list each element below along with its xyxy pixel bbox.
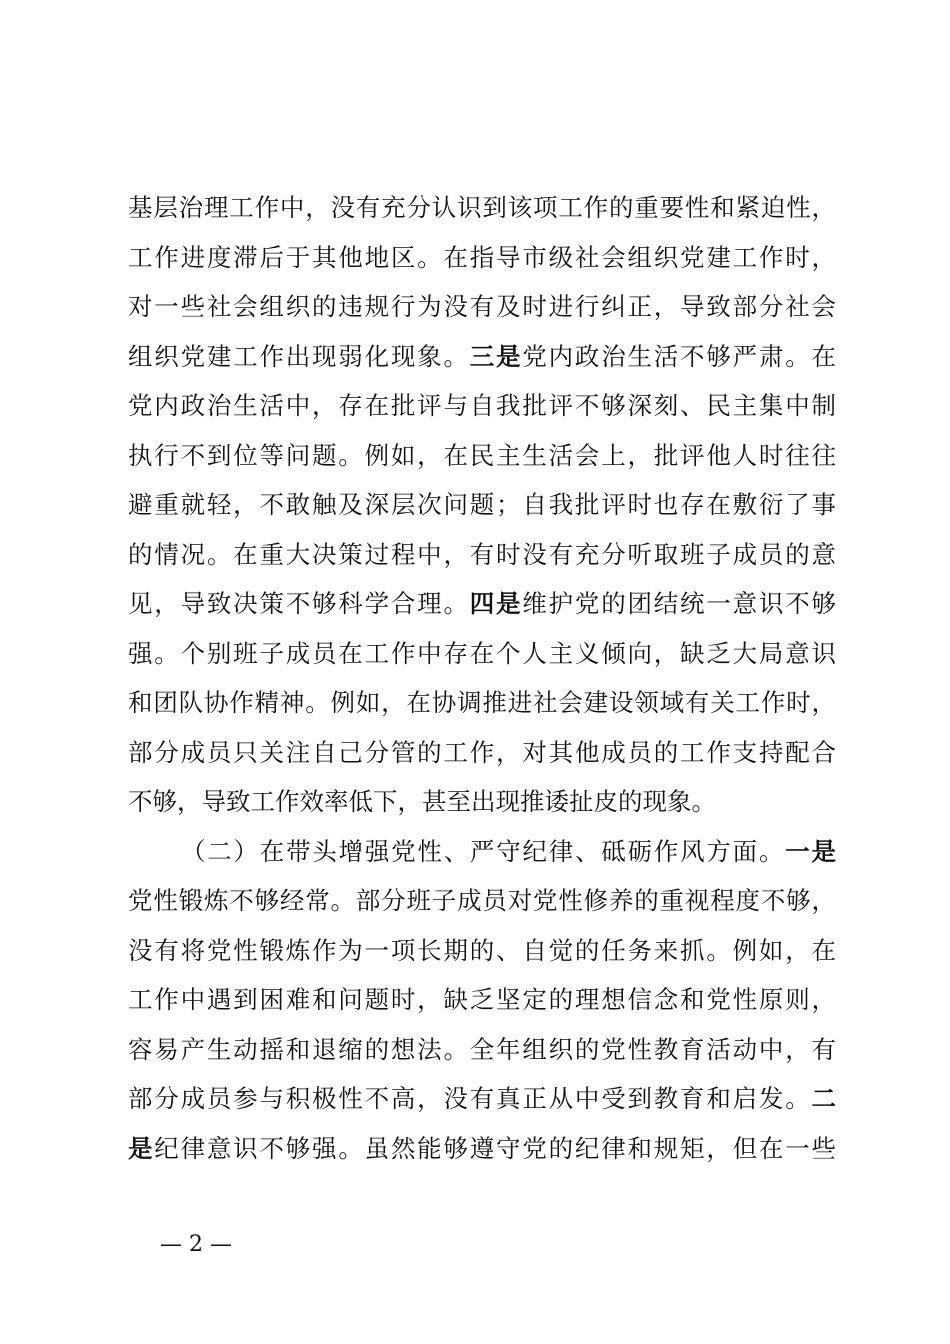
- text-line: [128, 926, 836, 976]
- text-line: [128, 183, 836, 233]
- text-line: [128, 480, 836, 530]
- text-run: 部分成员只关注自己分管的工作，对其他成员的工作支持配合: [128, 737, 836, 767]
- text-run: 工作中遇到困难和问题时，缺乏坚定的理想信念和党性原则，: [128, 985, 836, 1014]
- text-line: [128, 233, 836, 283]
- bold-label: 四是: [469, 589, 523, 618]
- text-run: 见，导致决策不够科学合理。: [128, 589, 470, 618]
- text-line: [128, 1124, 836, 1174]
- bold-label: 二: [811, 1084, 836, 1113]
- text-run: 对一些社会组织的违规行为没有及时进行纠正，导致部分社会: [128, 292, 836, 321]
- text-line: [128, 579, 836, 629]
- text-line: [128, 629, 836, 679]
- text-line: [128, 431, 836, 481]
- text-line: [128, 678, 836, 728]
- text-line: [128, 332, 836, 382]
- text-run: 党性锻炼不够经常。部分班子成员对党性修养的重视程度不够，: [128, 886, 836, 915]
- text-run: 维护党的团结统一意识不够: [522, 589, 836, 618]
- text-line: [128, 1025, 836, 1075]
- text-run: 基层治理工作中，没有充分认识到该项工作的重要性和紧迫性，: [128, 193, 836, 222]
- text-line: [128, 530, 836, 580]
- body-text: [128, 183, 836, 1173]
- page-number: — 2 —: [160, 1232, 232, 1257]
- text-run: 避重就轻，不敢触及深层次问题；自我批评时也存在敷衍了事: [128, 490, 836, 519]
- text-run: 容易产生动摇和退缩的想法。全年组织的党性教育活动中，有: [128, 1034, 836, 1064]
- text-line: [128, 827, 836, 877]
- text-line: [128, 728, 836, 778]
- text-line: [128, 876, 836, 926]
- text-run: 组织党建工作出现弱化现象。: [128, 341, 470, 371]
- text-line: [128, 975, 836, 1025]
- text-line: [128, 1074, 836, 1124]
- text-run: 强。个别班子成员在工作中存在个人主义倾向，缺乏大局意识: [128, 638, 836, 668]
- text-run: 执行不到位等问题。例如，在民主生活会上，批评他人时往往: [128, 440, 836, 470]
- text-run: 的情况。在重大决策过程中，有时没有充分听取班子成员的意: [128, 539, 836, 569]
- text-line: [128, 777, 836, 827]
- text-run: （二）在带头增强党性、严守纪律、砥砺作风方面。: [181, 836, 786, 866]
- text-run: 党内政治生活不够严肃。在: [522, 341, 836, 371]
- text-run: 部分成员参与积极性不高，没有真正从中受到教育和启发。: [128, 1084, 812, 1113]
- text-run: 和团队协作精神。例如，在协调推进社会建设领域有关工作时，: [128, 688, 836, 717]
- text-line: [128, 381, 836, 431]
- text-run: 不够，导致工作效率低下，甚至出现推诿扯皮的现象。: [128, 787, 716, 816]
- text-run: 党内政治生活中，存在批评与自我批评不够深刻、民主集中制: [128, 391, 836, 420]
- text-run: 没有将党性锻炼作为一项长期的、自觉的任务来抓。例如，在: [128, 935, 836, 965]
- bold-label: 一是: [785, 836, 836, 866]
- text-run: 纪律意识不够强。虽然能够遵守党的纪律和规矩，但在一些: [154, 1133, 836, 1163]
- text-run: 工作进度滞后于其他地区。在指导市级社会组织党建工作时，: [128, 242, 836, 272]
- text-line: [128, 282, 836, 332]
- bold-label: 是: [128, 1133, 155, 1163]
- bold-label: 三是: [469, 341, 523, 371]
